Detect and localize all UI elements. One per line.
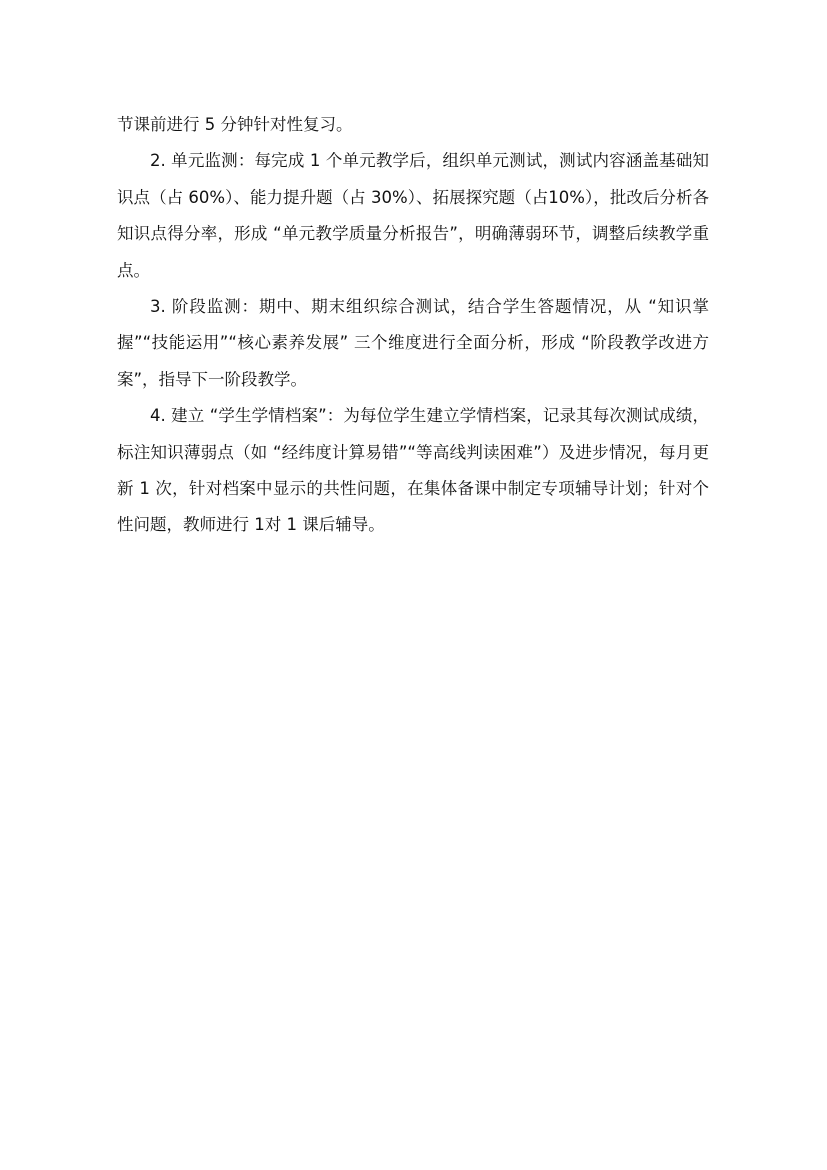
paragraph-continuation: 节课前进行 5 分钟针对性复习。 bbox=[117, 115, 353, 134]
paragraph-unit-monitoring: 2. 单元监测：每完成 1 个单元教学后，组织单元测试，测试内容涵盖基础知识点（占 60%）、能力提升题（占 30%）、拓展探究题（占10%），批改后分析各知识点得分率，形成 “单元教学质量分析报告”，明确薄弱环节，调整后续教学重点。 bbox=[117, 151, 709, 280]
paragraph-student-profile: 4. 建立 “学生学情档案”：为每位学生建立学情档案，记录其每次测试成绩，标注知识薄弱点（如 “经纬度计算易错”“等高线判读困难”）及进步情况，每月更新 1 次，针对档案中显示的共性问题，在集体备课中制定专项辅导计划；针对个性问题，教师进行 1对 1 课后辅导。 bbox=[117, 406, 709, 535]
paragraph-stage-monitoring: 3. 阶段监测：期中、期末组织综合测试，结合学生答题情况，从 “知识掌握”“技能运用”“核心素养发展” 三个维度进行全面分析，形成 “阶段教学改进方案”，指导下一阶段教学。 bbox=[117, 297, 709, 389]
document-body bbox=[117, 107, 709, 544]
